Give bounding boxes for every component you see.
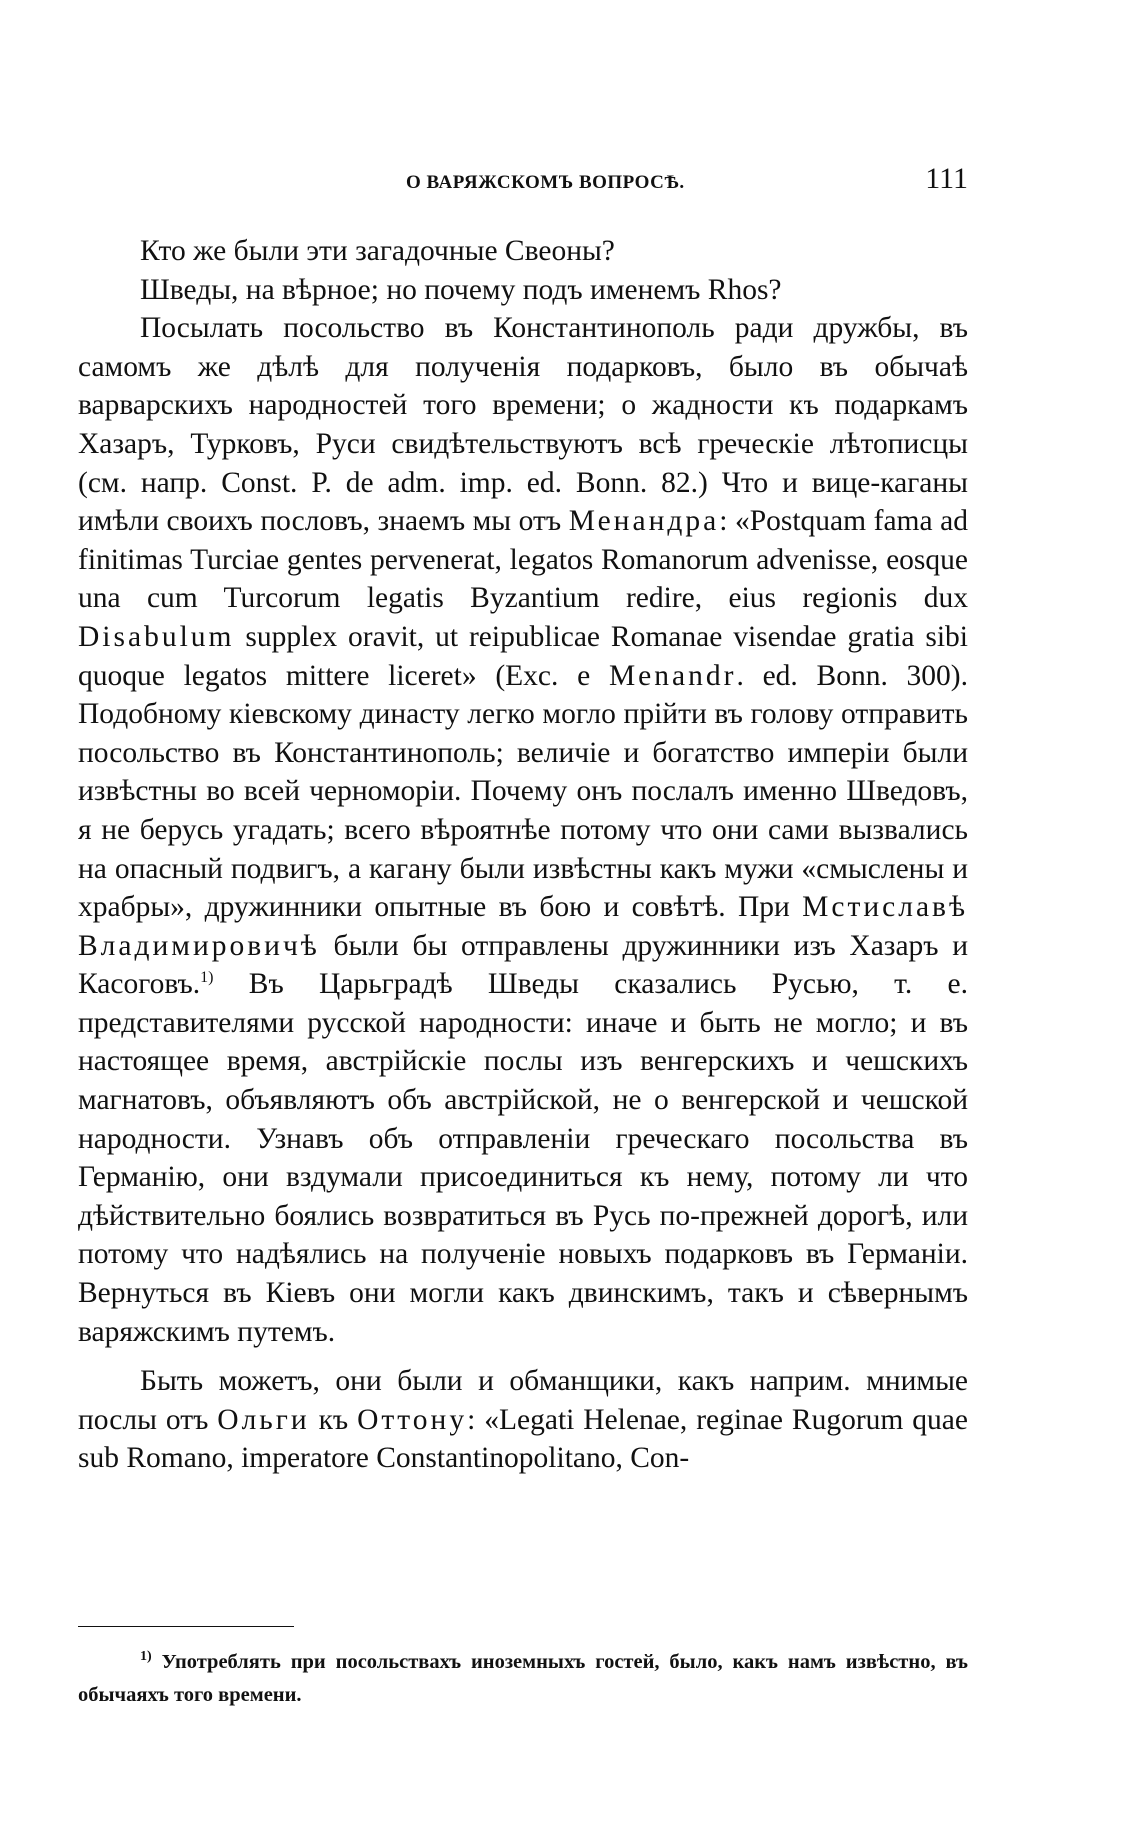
p3-text-d: . ed. Bonn. 300). Подобному кіевскому династу легко могло прійти въ голову отправить посольство въ Константинополь; величіе и богатство имперіи были извѣстны во всей черноморіи. Почему онъ послалъ именно Шведовъ, я не берусь угадать; всего вѣроятнѣе потому что они сами вызвались на опасный подвигъ, а кагану были извѣстны какъ мужи «смыслены и храбры», дружинники опытные въ бою и совѣтѣ. При <box>78 659 968 924</box>
p3-text-c: supplex oravit, ut reipublicae Romanae visendae gratia sibi quoque legatos mittere liceret» (Exc. e <box>78 620 968 692</box>
p3-text-b: : «Postquam fama ad finitimas Turciae gentes pervenerat, legatos Romanorum advenisse, eosque una cum Turcorum legatis Byzantium redire, eius regionis dux <box>78 505 968 615</box>
paragraph-4 <box>78 1362 968 1478</box>
p3-menander: Менандра <box>568 505 720 538</box>
p3-text-f: Въ Царьградѣ Шведы сказались Русью, т. е. представителями русской народности: иначе и быть не могло; и въ настоящее время, австрійскіе послы изъ венгерскихъ и чешскихъ магнатовъ, объявляютъ объ австрійской, не о венгерской и чешской народности. Узнавъ объ отправленіи греческаго посольства въ Германію, они вздумали присоединиться къ нему, потому ли что дѣйствительно боялись возвратиться въ Русь по-прежней дорогѣ, или потому что надѣялись на полученіе новыхъ подарковъ въ Германіи. Вернуться въ Кіевъ они могли какъ двинскимъ, такъ и сѣвернымъ варяжскимъ путемъ. <box>78 968 968 1348</box>
p4-text-b: къ <box>309 1403 358 1436</box>
p4-text-c: : «Legati Helenae, reginae Rugorum quae sub Romano, imperatore Constantinopolitano, Con- <box>78 1403 968 1475</box>
page-header <box>78 162 968 208</box>
footnote-divider <box>78 1626 294 1627</box>
p3-text-e: были бы отправлены дружинники изъ Хазаръ и Касоговъ. <box>78 929 968 1001</box>
p3-text-a: Посылать посольство въ Константинополь ради дружбы, въ самомъ же дѣлѣ для полученія подарковъ, было въ обычаѣ варварскихъ народностей того времени; о жадности къ подаркамъ Хазаръ, Турковъ, Руси свидѣтельствуютъ всѣ греческіе лѣтописцы (см. напр. Const. P. de adm. imp. ed. Bonn. 82.) Что и вице-каганы имѣли своихъ пословъ, знаемъ мы отъ <box>78 312 968 538</box>
p4-otto: Оттону <box>357 1403 468 1436</box>
p3-disabulum: Disabulum <box>78 620 235 653</box>
paragraph-3 <box>78 309 968 1351</box>
footnote-reference: 1) <box>200 969 214 987</box>
footnote-mark: 1) <box>140 1649 152 1665</box>
main-text <box>78 232 968 1478</box>
footnote <box>78 1646 968 1712</box>
paragraph-1: Кто же были эти загадочные Свеоны? <box>140 235 615 267</box>
p4-olga: Ольги <box>217 1403 310 1436</box>
p3-mstislav: Мстиславѣ Владимировичѣ <box>78 891 968 962</box>
p4-text-a: Быть можетъ, они были и обманщики, какъ наприм. мнимые послы отъ <box>78 1365 968 1436</box>
paragraph-2: Шведы, на вѣрное; но почему подъ именемъ Rhos? <box>140 273 782 306</box>
footnote-text: Употреблять при посольствахъ иноземныхъ гостей, было, какъ намъ извѣстно, въ обычаяхъ того времени. <box>78 1651 968 1706</box>
page-number: 111 <box>925 162 968 195</box>
running-head: О ВАРЯЖСКОМЪ ВОПРОСѢ. <box>406 172 685 193</box>
p3-menandr: Menandr <box>608 659 737 692</box>
